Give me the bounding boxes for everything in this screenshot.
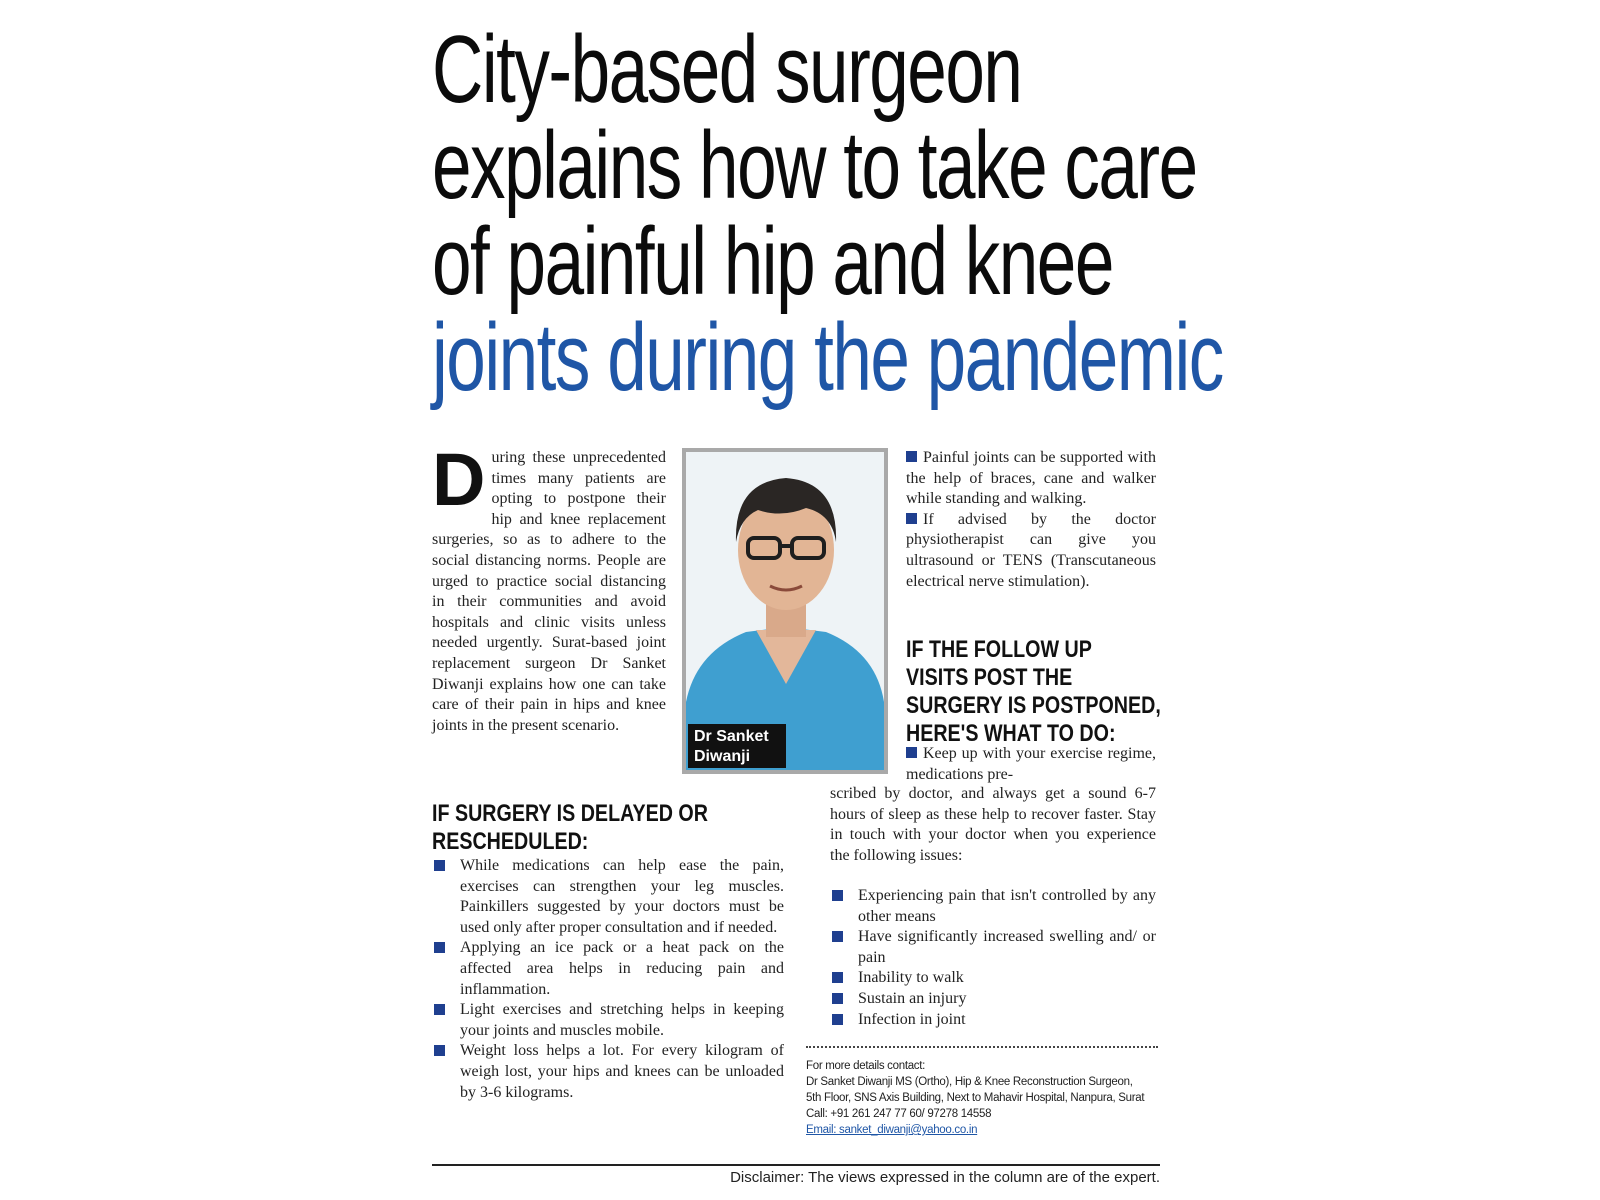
headline-line-1: City-based surgeon	[432, 16, 1022, 123]
list-item: Applying an ice pack or a heat pack on the affected area helps in reducing pain and inflammation.	[432, 938, 784, 1000]
bullet-square-icon	[434, 1045, 445, 1056]
contact-box	[806, 1046, 1158, 1138]
drop-cap: D	[432, 438, 486, 521]
headline-line-4: joints during the pandemic	[432, 304, 1223, 411]
list-item: Experiencing pain that isn't controlled by any other means	[830, 886, 1156, 927]
bullet-square-icon	[906, 513, 917, 524]
list-item: If advised by the doctor physiotherapist can give you ultrasound or TENS (Transcutaneous electrical nerve stimulation).	[906, 510, 1156, 590]
bullet-square-icon	[832, 890, 843, 901]
list-item: Have significantly increased swelling and/ or pain	[830, 927, 1156, 968]
list-item: Light exercises and stretching helps in keeping your joints and muscles mobile.	[432, 1000, 784, 1041]
headline-line-2: explains how to take care	[432, 112, 1197, 219]
bullet-square-icon	[832, 993, 843, 1004]
list-item: Painful joints can be supported with the help of braces, cane and walker while standing and walking.	[906, 449, 1156, 508]
section2-list	[830, 886, 1156, 1030]
list-item: Inability to walk	[830, 968, 1156, 989]
bullet-square-icon	[434, 860, 445, 871]
section2-heading: IF THE FOLLOW UP VISITS POST THE SURGERY IS POSTPONED, HERE'S WHAT TO DO:	[906, 636, 1161, 747]
list-item: While medications can help ease the pain, exercises can strengthen your leg muscles. Painkillers suggested by your doctors must be used only after proper consultation and if needed.	[432, 856, 784, 938]
column3-top	[906, 448, 1156, 592]
contact-phone: Call: +91 261 247 77 60/ 97278 14558	[806, 1108, 992, 1120]
contact-name: Dr Sanket Diwanji MS (Ortho), Hip & Knee Reconstruction Surgeon,	[806, 1076, 1133, 1088]
section2-lead-start: Keep up with your exercise regime, medications pre-	[906, 745, 1156, 783]
section2-lead-continued: scribed by doctor, and always get a sound 6-7 hours of sleep as these help to recover faster. Stay in touch with your doctor when you experience the following issues:	[830, 785, 1156, 864]
bullet-square-icon	[832, 972, 843, 983]
intro-paragraph	[432, 438, 666, 736]
contact-email-link[interactable]: Email: sanket_diwanji@yahoo.co.in	[806, 1124, 978, 1136]
disclaimer: Disclaimer: The views expressed in the column are of the expert.	[730, 1169, 1160, 1186]
footer-divider	[432, 1164, 1160, 1166]
section1-list	[432, 856, 784, 1103]
headline-line-3: of painful hip and knee	[432, 208, 1113, 315]
bullet-square-icon	[434, 1004, 445, 1015]
bullet-square-icon	[906, 747, 917, 758]
list-item: Weight loss helps a lot. For every kilogram of weigh lost, your hips and knees can be unloaded by 3-6 kilograms.	[432, 1041, 784, 1103]
portrait-illustration	[686, 452, 884, 770]
doctor-photo	[682, 448, 888, 774]
bullet-square-icon	[832, 1014, 843, 1025]
section1-heading: IF SURGERY IS DELAYED OR RESCHEDULED:	[432, 800, 708, 855]
bullet-square-icon	[832, 931, 843, 942]
contact-address: 5th Floor, SNS Axis Building, Next to Mahavir Hospital, Nanpura, Surat	[806, 1092, 1145, 1104]
intro-text: uring these unprecedented times many patients are opting to postpone their hip and knee replacement surgeries, so as to adhere to the social distancing norms. People are urged to practice social distancing in their communities and avoid hospitals and clinic visits unless needed urgently. Surat-based joint replacement surgeon Dr Sanket Diwanji explains how one can take care of their pain in hips and knee joints in the present scenario.	[432, 449, 666, 734]
headline	[432, 16, 1223, 411]
bullet-square-icon	[906, 451, 917, 462]
photo-caption: Dr Sanket Diwanji	[688, 724, 786, 768]
bullet-square-icon	[434, 942, 445, 953]
list-item: Infection in joint	[830, 1010, 1156, 1031]
list-item: Sustain an injury	[830, 989, 1156, 1010]
contact-label: For more details contact:	[806, 1060, 926, 1072]
